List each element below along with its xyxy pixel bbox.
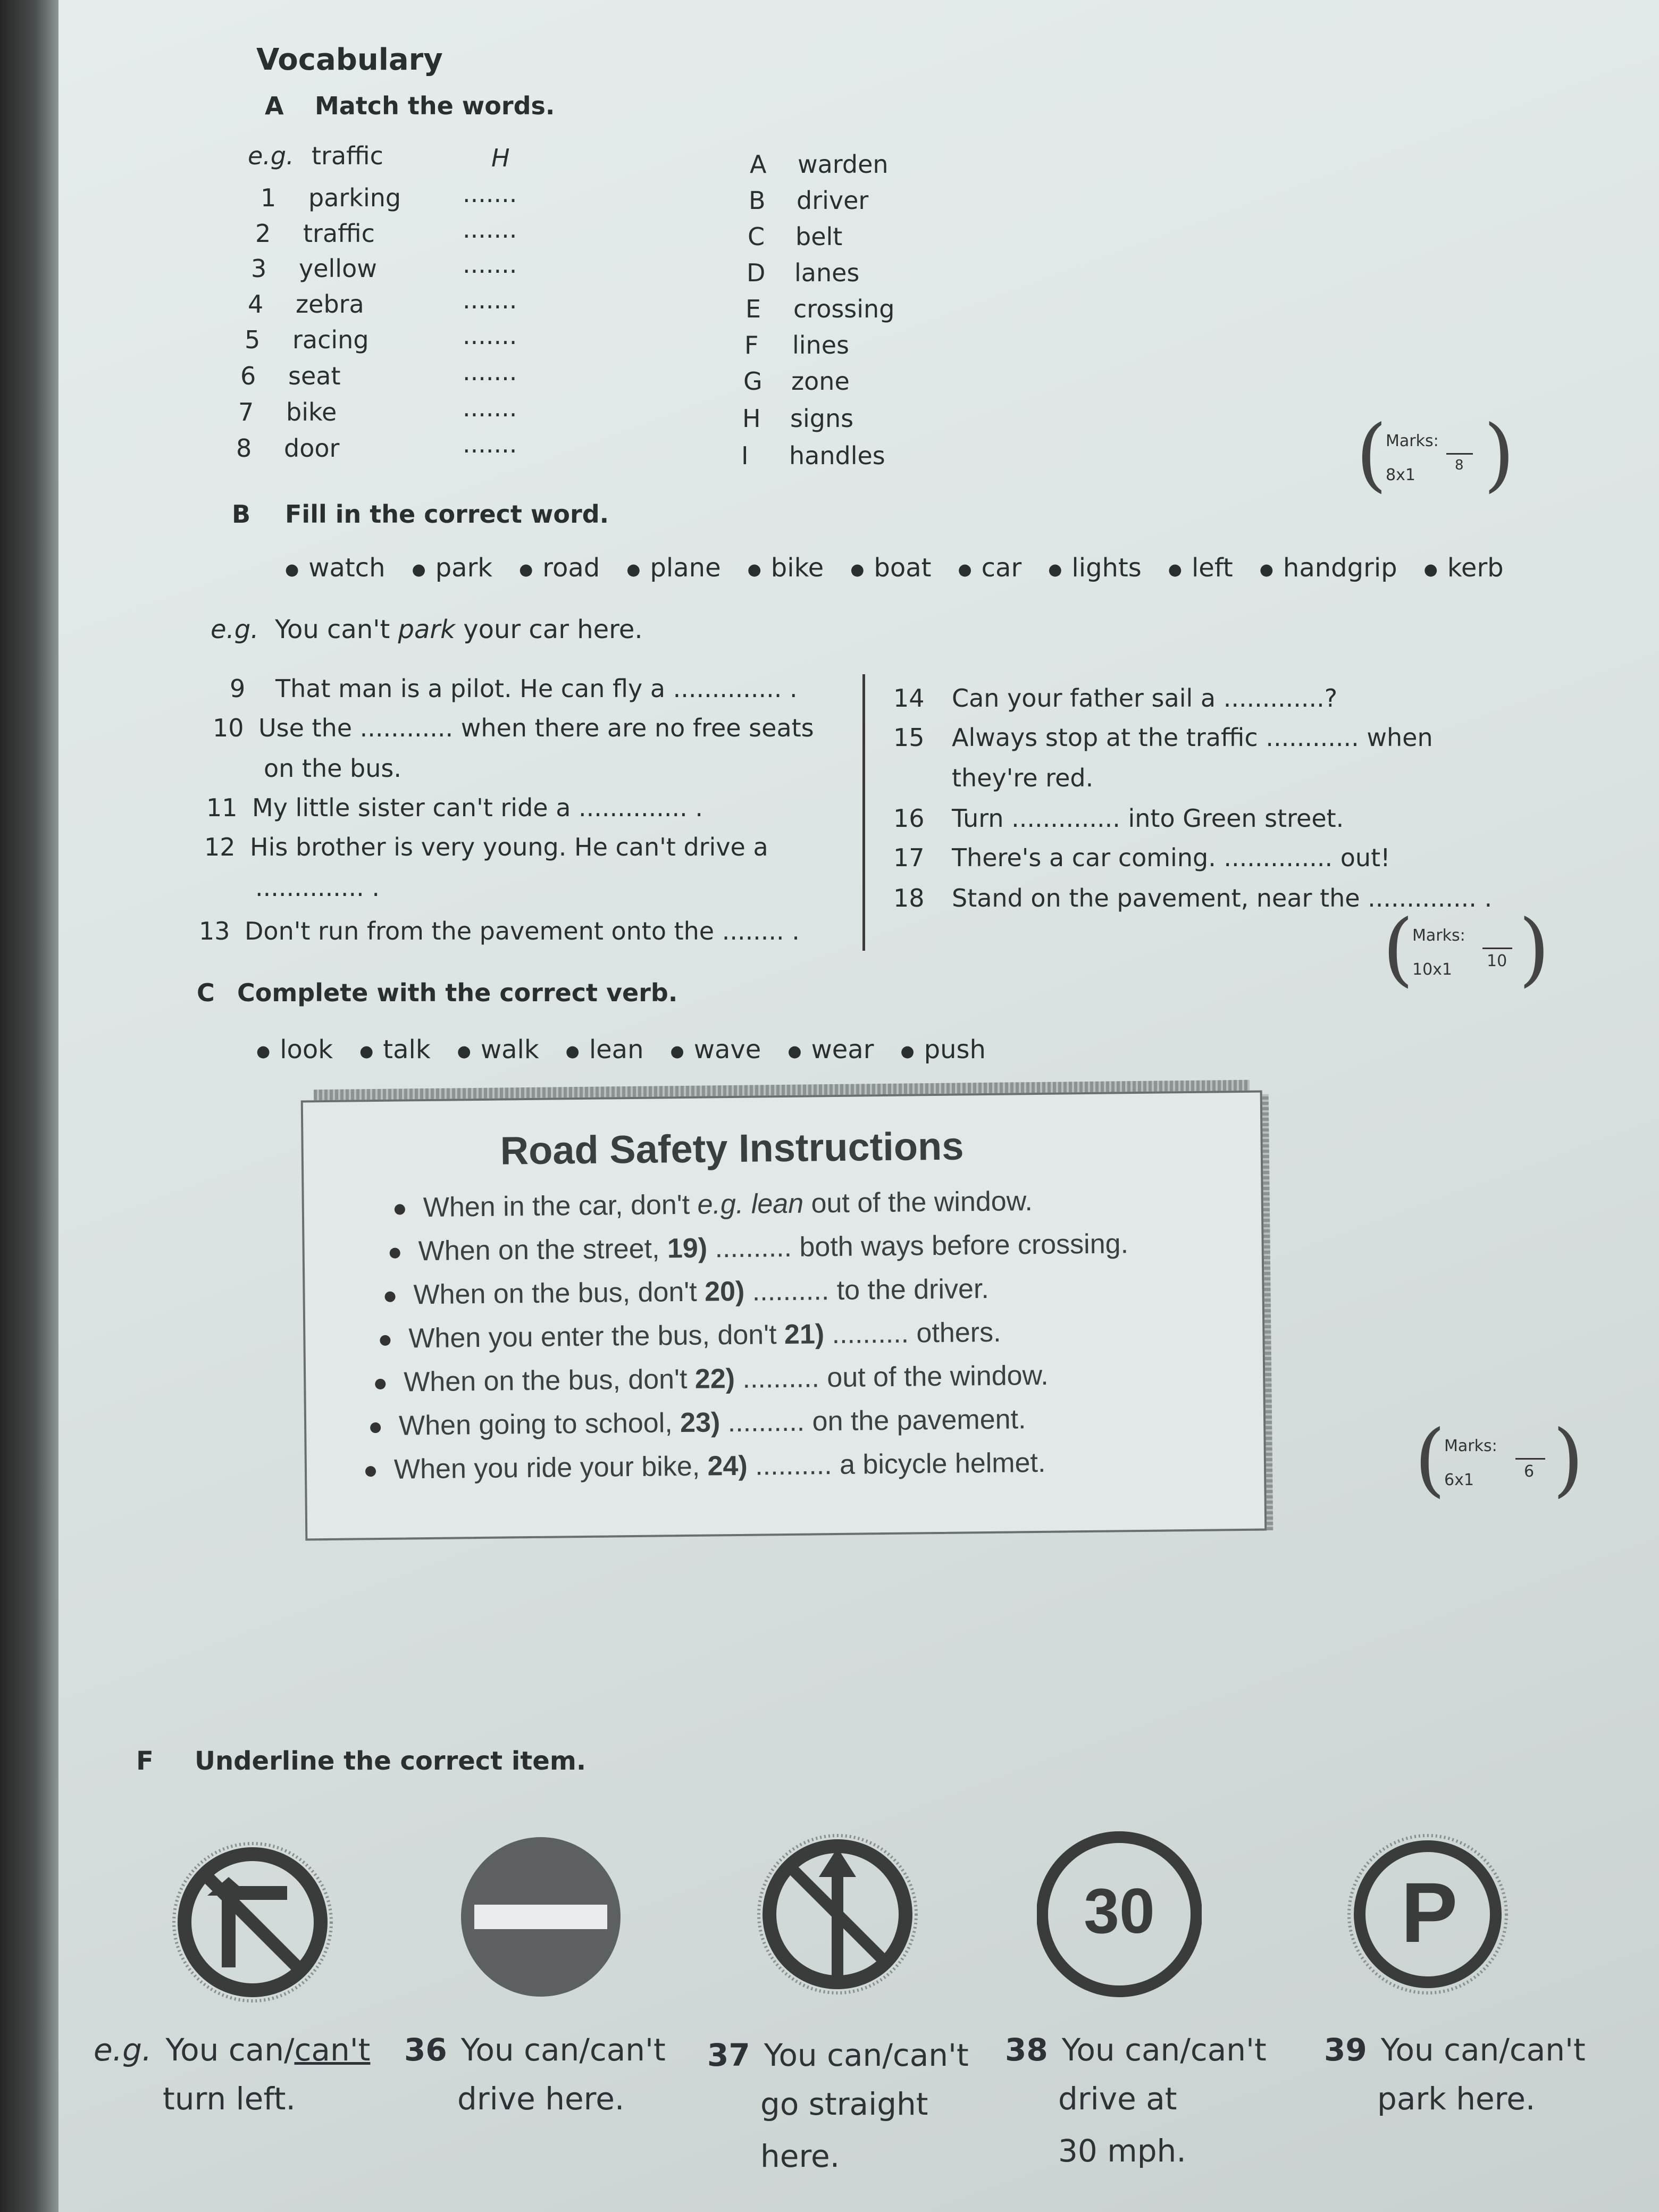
- no-left-turn-sign-icon: [170, 1840, 335, 2005]
- match-option-letter: A: [750, 150, 767, 179]
- bullet: [370, 1422, 381, 1433]
- match-item-blank: .......: [463, 179, 517, 208]
- instruction-pre: When you ride your bike,: [393, 1451, 708, 1485]
- sign-number: 39: [1324, 2032, 1367, 2068]
- match-item-word: door: [284, 434, 340, 463]
- section-b-instruction: Fill in the correct word.: [285, 500, 609, 529]
- marks-total: 10: [1487, 952, 1507, 970]
- sign-choice: You can/can't: [764, 2037, 969, 2073]
- fill-item-number: 16: [893, 804, 925, 833]
- sign-choice: You can/: [165, 2032, 295, 2068]
- sign-caption-line2: park here.: [1377, 2081, 1536, 2117]
- word-bank-item: lights: [1071, 553, 1142, 583]
- match-option-letter: G: [743, 367, 763, 396]
- example-label-b: e.g.: [211, 615, 259, 644]
- fill-item-number: 15: [893, 723, 925, 752]
- match-item-number: 1: [261, 183, 276, 212]
- bullet: ●: [565, 1042, 580, 1061]
- column-divider: [862, 674, 865, 951]
- instruction-post: a bicycle helmet.: [832, 1447, 1046, 1481]
- bullet: [380, 1335, 390, 1346]
- word-bank-item: walk: [480, 1035, 539, 1065]
- section-b-letter: B: [232, 500, 251, 529]
- fill-item-text: Don't run from the pavement onto the ........ .: [245, 917, 800, 945]
- bullet: ●: [850, 560, 865, 579]
- match-item-word: seat: [288, 362, 341, 390]
- match-item-number: 4: [248, 290, 264, 319]
- word-bank-item: plane: [650, 553, 721, 583]
- instruction-post: to the driver.: [828, 1273, 990, 1306]
- section-f-letter: F: [136, 1746, 154, 1776]
- fill-item-text-cont: they're red.: [952, 764, 1094, 792]
- parking-sign-icon: [1345, 1829, 1510, 1999]
- marks-box-a: [1356, 408, 1515, 501]
- match-item-number: 8: [236, 434, 252, 463]
- match-option-letter: E: [745, 295, 761, 323]
- word-bank-item: left: [1191, 553, 1233, 583]
- bullet: ●: [670, 1042, 684, 1061]
- paren-left: (: [1414, 1413, 1446, 1506]
- fill-item-number: 14: [893, 684, 925, 713]
- bullet: [395, 1204, 405, 1215]
- desk-edge: [0, 0, 58, 2212]
- word-bank-item: car: [981, 553, 1022, 583]
- word-bank-item: wear: [811, 1035, 874, 1065]
- match-option-word: signs: [790, 404, 854, 433]
- fill-item-number: 12: [204, 833, 236, 861]
- match-option-letter: B: [749, 186, 766, 215]
- bullet: ●: [285, 560, 299, 579]
- instruction-line: [375, 1360, 1049, 1398]
- sign-number: e.g.: [94, 2032, 152, 2068]
- fill-item-text: Can your father sail a .............?: [952, 684, 1338, 713]
- word-bank-item: kerb: [1447, 553, 1504, 583]
- road-safety-title: Road Safety Instructions: [500, 1124, 964, 1173]
- fill-item-number: 10: [213, 714, 244, 742]
- fill-item-text: My little sister can't ride a .............. .: [252, 793, 703, 822]
- bullet: [365, 1466, 376, 1477]
- example-word: traffic: [312, 141, 383, 170]
- word-bank-item: bike: [770, 553, 824, 583]
- bullet: ●: [412, 560, 426, 579]
- match-item-blank: .......: [463, 430, 517, 458]
- sign-number: 37: [707, 2037, 750, 2073]
- marks-label: Marks:: [1444, 1437, 1497, 1455]
- sign-caption-line3: 30 mph.: [1058, 2133, 1186, 2169]
- bullet: ●: [457, 1042, 471, 1061]
- sign-caption-line2: go straight: [760, 2086, 928, 2122]
- marks-box-b: [1382, 903, 1550, 995]
- instruction-pre: When on the bus, don't: [413, 1276, 705, 1311]
- instruction-pre: When going to school,: [398, 1407, 681, 1442]
- match-item-word: racing: [292, 325, 369, 354]
- match-item-blank: .......: [463, 393, 517, 422]
- instruction-number: 20): [704, 1276, 745, 1308]
- word-bank-item: park: [435, 553, 493, 583]
- marks-box-c: [1414, 1413, 1584, 1506]
- match-item-number: 6: [240, 362, 256, 390]
- match-item-number: 5: [245, 325, 261, 354]
- sign-number: 38: [1005, 2032, 1048, 2068]
- word-bank-item: handgrip: [1283, 553, 1397, 583]
- instruction-line: [365, 1447, 1046, 1486]
- marks-formula: 8x1: [1386, 466, 1415, 484]
- match-item-blank: .......: [463, 250, 517, 279]
- match-option-word: handles: [789, 441, 885, 470]
- fill-item-number: 9: [230, 674, 246, 703]
- instruction-post: out of the window.: [803, 1186, 1033, 1219]
- road-safety-box: [301, 1091, 1267, 1541]
- sign-number: 36: [404, 2032, 447, 2068]
- instruction-blank: ..........: [744, 1275, 830, 1307]
- instruction-pre: When on the street,: [418, 1233, 668, 1267]
- instruction-number: 24): [707, 1450, 748, 1482]
- fill-item-text: There's a car coming. .............. out!: [952, 843, 1390, 872]
- match-option-letter: I: [741, 441, 749, 470]
- fill-item-text: Stand on the pavement, near the .............. .: [952, 884, 1493, 912]
- marks-score-line: [1482, 948, 1512, 949]
- fill-item-number: 17: [893, 843, 925, 872]
- instruction-number: 23): [680, 1407, 720, 1439]
- match-option-letter: C: [748, 222, 765, 251]
- fill-item-text: Use the ............ when there are no free seats: [258, 714, 814, 742]
- instruction-pre: When you enter the bus, don't: [408, 1319, 785, 1354]
- example-after: your car here.: [455, 615, 643, 644]
- speed-limit-30-sign-icon: [1037, 1829, 1202, 1999]
- instruction-number: 21): [784, 1319, 825, 1350]
- paren-right: ): [1484, 408, 1515, 501]
- instruction-blank: ..........: [707, 1231, 792, 1264]
- bullet: ●: [1423, 560, 1438, 579]
- sign-caption-line1: [1324, 2026, 1586, 2074]
- section-c-letter: C: [197, 978, 215, 1007]
- bullet: ●: [787, 1042, 802, 1061]
- marks-score-line: [1515, 1458, 1545, 1460]
- instruction-pre: When on the bus, don't: [403, 1363, 696, 1398]
- fill-item-number: 11: [206, 793, 238, 822]
- instruction-post: both ways before crossing.: [791, 1228, 1129, 1263]
- bullet: ●: [1259, 560, 1273, 579]
- sign-caption-line1: [94, 2026, 370, 2074]
- instruction-blank: ..........: [734, 1362, 820, 1394]
- word-bank-item: push: [924, 1035, 986, 1065]
- fill-item-number: 13: [199, 917, 230, 945]
- match-option-word: zone: [791, 367, 850, 396]
- instruction-line: [370, 1403, 1026, 1442]
- bullet: ●: [519, 560, 533, 579]
- match-option-letter: D: [747, 258, 766, 287]
- match-option-letter: H: [742, 404, 761, 433]
- match-item-blank: .......: [463, 215, 517, 244]
- instruction-line: [384, 1273, 989, 1311]
- fill-item-number: 18: [893, 884, 925, 912]
- word-bank-c: [256, 1035, 1012, 1065]
- marks-label: Marks:: [1412, 926, 1465, 945]
- match-item-word: traffic: [303, 219, 375, 248]
- instruction-post: others.: [908, 1317, 1001, 1349]
- marks-label: Marks:: [1386, 432, 1439, 450]
- instruction-pre: When in the car, don't: [423, 1189, 698, 1224]
- word-bank-item: road: [542, 553, 600, 583]
- example-sentence-b: [211, 615, 643, 644]
- speed-limit-text: 30: [1084, 1875, 1155, 1947]
- word-bank-item: wave: [693, 1035, 761, 1065]
- section-a-letter: A: [265, 91, 284, 120]
- word-bank-item: talk: [383, 1035, 431, 1065]
- fill-item-text: Always stop at the traffic ............ when: [952, 723, 1433, 752]
- instruction-blank: ..........: [719, 1406, 805, 1438]
- match-item-blank: .......: [463, 321, 517, 350]
- section-c-instruction: Complete with the correct verb.: [237, 978, 678, 1007]
- match-item-number: 2: [255, 219, 271, 248]
- match-item-number: 7: [238, 398, 254, 426]
- sign-caption-line1: [404, 2026, 666, 2074]
- bullet: [390, 1248, 400, 1259]
- paren-right: ): [1519, 903, 1550, 995]
- paren-right: ): [1553, 1413, 1584, 1506]
- match-item-number: 3: [251, 254, 267, 283]
- word-bank-item: boat: [874, 553, 932, 583]
- bullet: ●: [359, 1042, 374, 1061]
- match-item-blank: .......: [463, 286, 517, 314]
- match-option-word: warden: [798, 150, 889, 179]
- sign-choice: You can/can't: [460, 2032, 666, 2068]
- word-bank-item: watch: [308, 553, 386, 583]
- bullet: ●: [958, 560, 972, 579]
- bullet: ●: [747, 560, 761, 579]
- instruction-post: on the pavement.: [804, 1404, 1026, 1437]
- instruction-blank: ..........: [824, 1318, 909, 1350]
- match-option-word: driver: [797, 186, 869, 215]
- paren-left: (: [1382, 903, 1414, 995]
- fill-item-text-cont: .............. .: [255, 873, 380, 902]
- match-item-word: parking: [308, 183, 401, 212]
- bullet: [384, 1292, 395, 1302]
- word-bank-item: lean: [589, 1035, 644, 1065]
- marks-total: 8: [1455, 457, 1464, 473]
- match-option-letter: F: [744, 331, 759, 359]
- example-answer: H: [491, 144, 510, 172]
- sign-choice: You can/can't: [1061, 2032, 1267, 2068]
- page-title: Vocabulary: [256, 43, 443, 77]
- sign-caption-line2: turn left.: [163, 2081, 296, 2117]
- bullet: ●: [256, 1042, 271, 1061]
- instruction-line: [389, 1228, 1128, 1268]
- bullet: ●: [900, 1042, 915, 1061]
- word-bank-b: [285, 553, 1530, 583]
- paren-left: (: [1356, 408, 1387, 501]
- match-item-word: yellow: [299, 254, 377, 283]
- match-option-word: crossing: [793, 295, 895, 323]
- example-label: e.g.: [248, 141, 294, 170]
- match-option-word: lanes: [794, 258, 860, 287]
- fill-item-text: That man is a pilot. He can fly a .............. .: [275, 674, 798, 703]
- sign-choice: You can/can't: [1380, 2032, 1586, 2068]
- instruction-blank: ..........: [747, 1449, 832, 1481]
- marks-score-line: [1446, 453, 1473, 455]
- match-option-word: lines: [792, 331, 849, 359]
- section-a-instruction: Match the words.: [315, 91, 555, 120]
- bullet: ●: [1168, 560, 1182, 579]
- no-entry-sign-icon: [458, 1834, 623, 1999]
- bullet: ●: [626, 560, 641, 579]
- word-bank-item: look: [280, 1035, 333, 1065]
- instruction-number: 19): [667, 1233, 708, 1264]
- instruction-blank: lean: [743, 1188, 804, 1220]
- match-item-word: zebra: [296, 290, 364, 319]
- sign-caption-line1: [1005, 2026, 1267, 2074]
- example-before: You can't: [275, 615, 398, 644]
- bullet: ●: [1048, 560, 1062, 579]
- sign-caption-line1: [707, 2031, 969, 2079]
- section-f-instruction: Underline the correct item.: [195, 1746, 586, 1776]
- fill-item-text: Turn .............. into Green street.: [952, 804, 1344, 833]
- no-straight-ahead-sign-icon: [755, 1829, 920, 1999]
- match-option-word: belt: [795, 222, 843, 251]
- bullet: [375, 1379, 386, 1389]
- sign-caption-line2: drive at: [1058, 2081, 1177, 2117]
- sign-choice-underlined: can't: [294, 2032, 371, 2068]
- marks-formula: 6x1: [1444, 1471, 1474, 1489]
- sign-caption-line2: drive here.: [457, 2081, 625, 2117]
- marks-formula: 10x1: [1412, 960, 1453, 979]
- instruction-line: [395, 1185, 1033, 1224]
- fill-item-text-cont: on the bus.: [264, 754, 401, 783]
- match-item-blank: .......: [463, 357, 517, 386]
- sign-caption-line3: here.: [760, 2138, 840, 2174]
- fill-item-text: His brother is very young. He can't drive a: [250, 833, 768, 861]
- match-item-word: bike: [286, 398, 337, 426]
- instruction-number: 22): [694, 1363, 735, 1395]
- marks-total: 6: [1524, 1462, 1535, 1481]
- example-answer-b: park: [398, 615, 455, 644]
- instruction-number: e.g.: [697, 1188, 744, 1220]
- instruction-post: out of the window.: [819, 1360, 1049, 1394]
- parking-text: P: [1401, 1865, 1458, 1960]
- instruction-line: [380, 1317, 1001, 1355]
